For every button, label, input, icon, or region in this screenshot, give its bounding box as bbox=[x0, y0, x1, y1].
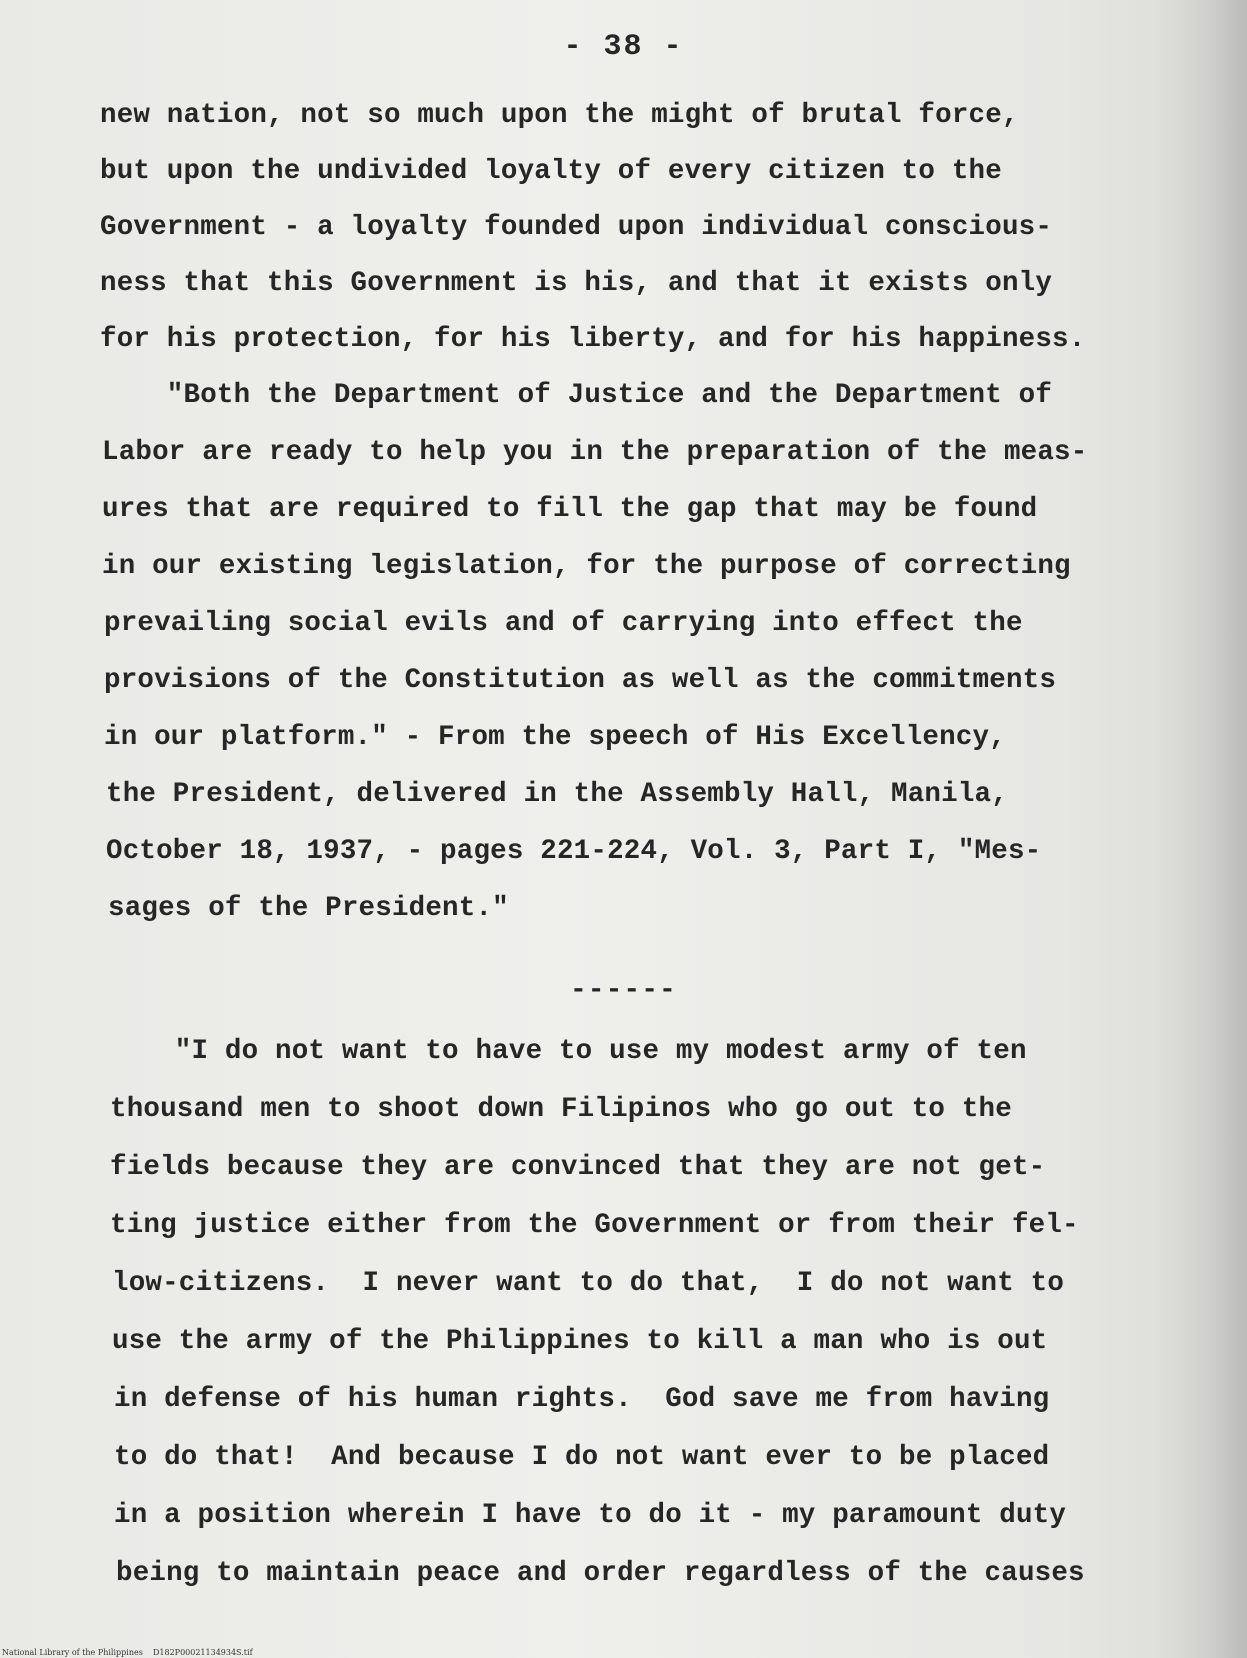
text-line: in our platform." - From the speech of His Excellency, bbox=[104, 722, 1006, 753]
text-line: sages of the President." bbox=[108, 893, 509, 924]
text-line: use the army of the Philippines to kill a man who is out bbox=[112, 1326, 1048, 1357]
text-line: ting justice either from the Government or from their fel- bbox=[110, 1210, 1079, 1241]
text-line: for his protection, for his liberty, and for his happiness. bbox=[100, 324, 1086, 355]
text-line: prevailing social evils and of carrying into effect the bbox=[104, 608, 1023, 639]
text-line: ness that this Government is his, and that it exists only bbox=[100, 268, 1053, 299]
text-line: Labor are ready to help you in the preparation of the meas- bbox=[102, 437, 1088, 468]
text-line: thousand men to shoot down Filipinos who go out to the bbox=[110, 1094, 1012, 1125]
section-separator: ------ bbox=[570, 975, 677, 1006]
text-line: ures that are required to fill the gap that may be found bbox=[102, 494, 1038, 525]
text-line: fields because they are convinced that they are not get- bbox=[110, 1152, 1046, 1183]
text-line: "Both the Department of Justice and the Department of bbox=[100, 380, 1053, 411]
archive-footer-caption: National Library of the Philippines D182P00021134934S.tif bbox=[2, 1648, 253, 1657]
text-line: "I do not want to have to use my modest army of ten bbox=[108, 1036, 1027, 1067]
text-line: low-citizens. I never want to do that, I do not want to bbox=[112, 1268, 1065, 1299]
page-edge-shadow bbox=[1157, 0, 1247, 1658]
text-line: in our existing legislation, for the purpose of correcting bbox=[102, 551, 1071, 582]
text-line: to do that! And because I do not want ever to be placed bbox=[114, 1442, 1050, 1473]
text-line: new nation, not so much upon the might of brutal force, bbox=[100, 100, 1019, 131]
text-line: the President, delivered in the Assembly Hall, Manila, bbox=[106, 779, 1008, 810]
text-line: but upon the undivided loyalty of every citizen to the bbox=[100, 156, 1002, 187]
page-number: - 38 - bbox=[563, 30, 684, 64]
text-line: October 18, 1937, - pages 221-224, Vol. 3, Part I, "Mes- bbox=[106, 836, 1042, 867]
text-line: being to maintain peace and order regardless of the causes bbox=[116, 1558, 1085, 1589]
text-line: Government - a loyalty founded upon individual conscious- bbox=[100, 212, 1053, 243]
text-line: provisions of the Constitution as well as the commitments bbox=[104, 665, 1057, 696]
text-line: in a position wherein I have to do it - my paramount duty bbox=[114, 1500, 1067, 1531]
text-line: in defense of his human rights. God save me from having bbox=[114, 1384, 1050, 1415]
